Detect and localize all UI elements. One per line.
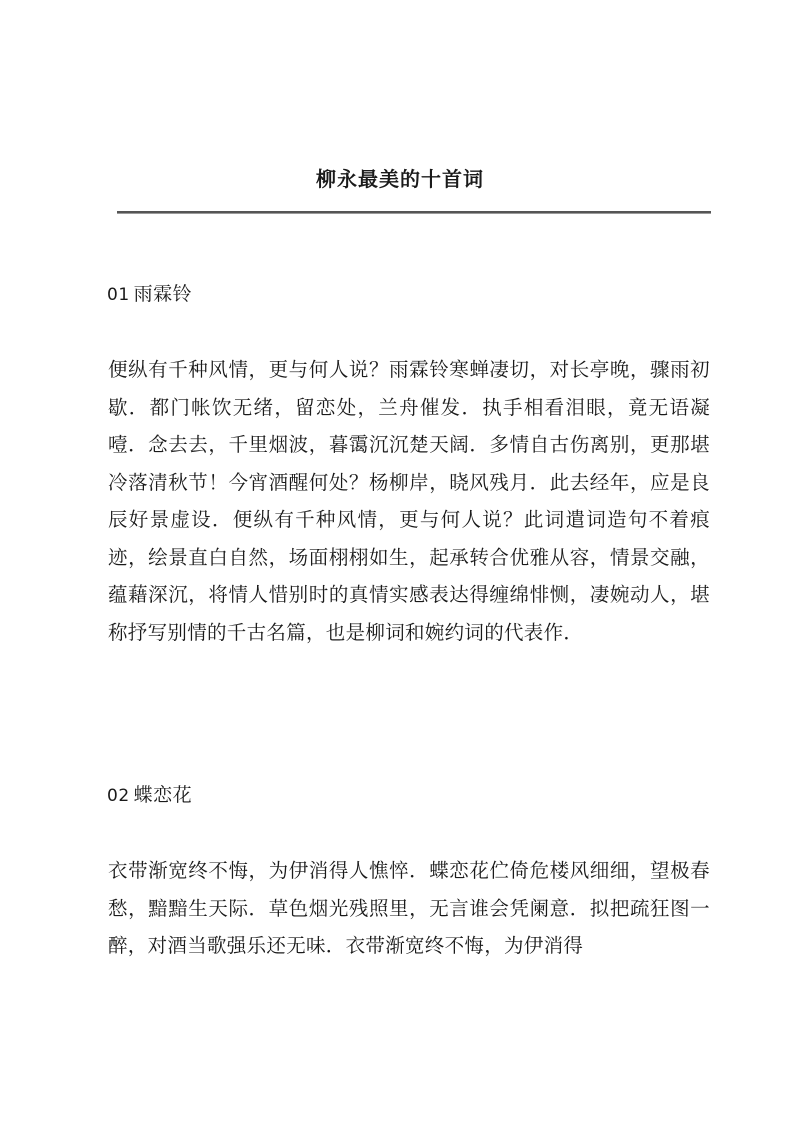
section-heading-02 bbox=[107, 780, 192, 807]
page-title: 柳永最美的十首词 bbox=[316, 167, 484, 191]
section-name: 雨霖铃 bbox=[133, 283, 193, 305]
section-paragraph-01: 便纵有千种风情，更与何人说？雨霖铃寒蝉凄切，对长亭晚，骤雨初歇．都门帐饮无绪，留恋处，兰舟催发．执手相看泪眼，竟无语凝噎．念去去，千里烟波，暮霭沉沉楚天阔．多情自古伤离别，更那堪冷落清秋节！今宵酒醒何处？杨柳岸，晓风残月．此去经年，应是良辰好景虚设．便纵有千种风情，更与何人说？此词遣词造句不着痕迹，绘景直白自然，场面栩栩如生，起承转合优雅从容，情景交融，蕴藉深沉，将情人惜别时的真情实感表达得缠绵悱恻，凄婉动人，堪称抒写别情的千古名篇，也是柳词和婉约词的代表作． bbox=[108, 358, 710, 644]
section-number: 02 bbox=[107, 786, 130, 806]
section-heading-01 bbox=[107, 279, 192, 306]
section-name: 蝶恋花 bbox=[133, 784, 193, 806]
section-number: 01 bbox=[107, 285, 130, 305]
section-paragraph-02: 衣带渐宽终不悔，为伊消得人憔悴．蝶恋花伫倚危楼风细细，望极春愁，黯黯生天际．草色烟光残照里，无言谁会凭阑意．拟把疏狂图一醉，对酒当歌强乐还无味．衣带渐宽终不悔，为伊消得 bbox=[108, 859, 710, 957]
title-divider bbox=[117, 211, 711, 214]
